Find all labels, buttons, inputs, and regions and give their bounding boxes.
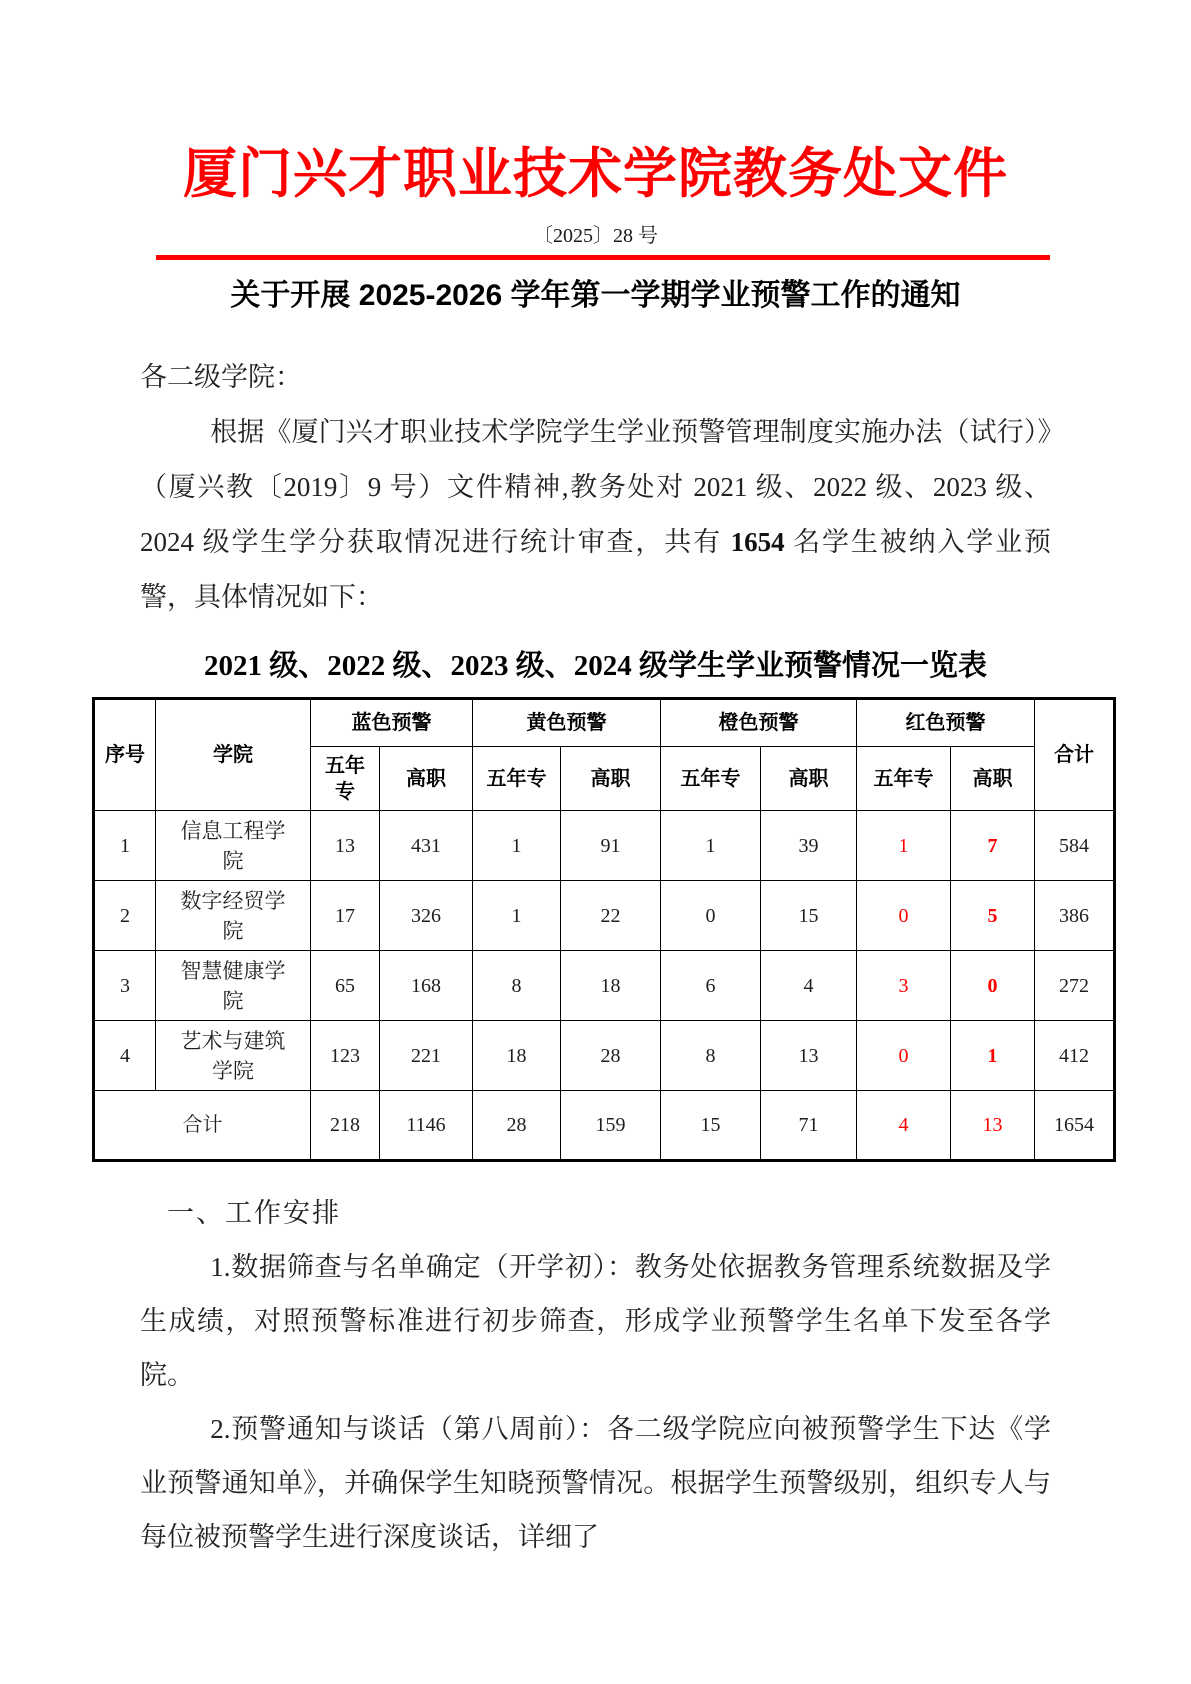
cell-blue-five-year: 123	[311, 1021, 380, 1091]
cell-orange-five-year: 6	[661, 951, 761, 1021]
table-title: 2021 级、2022 级、2023 级、2024 级学生学业预警情况一览表	[203, 650, 987, 682]
intro-paragraph	[140, 405, 1051, 625]
intro-text-before: 根据《厦门兴才职业技术学院学生学业预警管理制度实施办法（试行）》（厦兴教〔2019〕9 号）文件精神,教务处对 2021 级、2022 级、2023 级、2024 级学生学分获取情况进行统计审查，共有	[140, 417, 1051, 557]
cell-blue-five-year-total: 218	[311, 1091, 380, 1161]
table-row-digital-economy	[94, 881, 1115, 951]
cell-red-five-year: 0	[857, 1021, 951, 1091]
cell-row-total: 584	[1035, 811, 1115, 881]
cell-blue-gaozhi: 221	[380, 1021, 473, 1091]
cell-yellow-five-year-total: 28	[473, 1091, 561, 1161]
cell-orange-gaozhi: 4	[761, 951, 857, 1021]
cell-red-gaozhi: 0	[951, 951, 1035, 1021]
intro-text-after: 名学生被纳入学业预警，具体情况如下：	[140, 527, 1052, 612]
intro-block	[140, 350, 1051, 625]
document-number: 〔2025〕28 号	[533, 225, 658, 247]
cell-yellow-gaozhi: 28	[561, 1021, 661, 1091]
cell-blue-gaozhi: 168	[380, 951, 473, 1021]
cell-grand-total: 1654	[1035, 1091, 1115, 1161]
cell-blue-gaozhi-total: 1146	[380, 1091, 473, 1161]
cell-yellow-five-year: 8	[473, 951, 561, 1021]
table-row-smart-health	[94, 951, 1115, 1021]
col-header-total: 合计	[1035, 699, 1115, 811]
cell-yellow-gaozhi: 22	[561, 881, 661, 951]
cell-orange-five-year: 8	[661, 1021, 761, 1091]
subcol-yellow-gaozhi: 高职	[561, 747, 661, 811]
warning-summary-table	[92, 697, 1116, 1162]
col-header-index: 序号	[94, 699, 156, 811]
cell-red-gaozhi: 5	[951, 881, 1035, 951]
work-plan-section	[140, 1186, 1051, 1564]
cell-orange-gaozhi-total: 71	[761, 1091, 857, 1161]
cell-college-name: 智慧健康学院	[156, 951, 311, 1021]
subcol-blue-gaozhi: 高职	[380, 747, 473, 811]
cell-blue-gaozhi: 326	[380, 881, 473, 951]
work-plan-paragraph-2: 2.预警通知与谈话（第八周前）：各二级学院应向被预警学生下达《学业预警通知单》，并确保学生知晓预警情况。根据学生预警级别，组织专人与每位被预警学生进行深度谈话，详细了	[140, 1414, 1051, 1552]
cell-yellow-five-year: 1	[473, 811, 561, 881]
cell-college-name: 数字经贸学院	[156, 881, 311, 951]
col-group-yellow-warning: 黄色预警	[473, 699, 661, 747]
subcol-blue-five-year: 五年专	[311, 747, 380, 811]
cell-red-gaozhi: 1	[951, 1021, 1035, 1091]
cell-orange-five-year-total: 15	[661, 1091, 761, 1161]
cell-yellow-gaozhi: 18	[561, 951, 661, 1021]
cell-index: 3	[94, 951, 156, 1021]
col-group-red-warning: 红色预警	[857, 699, 1035, 747]
cell-college-name: 信息工程学院	[156, 811, 311, 881]
table-row-information-engineering	[94, 811, 1115, 881]
col-header-college: 学院	[156, 699, 311, 811]
cell-orange-five-year: 0	[661, 881, 761, 951]
cell-yellow-five-year: 1	[473, 881, 561, 951]
cell-row-total: 412	[1035, 1021, 1115, 1091]
cell-index: 2	[94, 881, 156, 951]
table-totals-row	[94, 1091, 1115, 1161]
cell-blue-five-year: 65	[311, 951, 380, 1021]
cell-blue-five-year: 13	[311, 811, 380, 881]
cell-yellow-gaozhi: 91	[561, 811, 661, 881]
cell-red-gaozhi-total: 13	[951, 1091, 1035, 1161]
subcol-red-five-year: 五年专	[857, 747, 951, 811]
cell-orange-gaozhi: 39	[761, 811, 857, 881]
cell-yellow-five-year: 18	[473, 1021, 561, 1091]
table-header-group-row	[94, 699, 1115, 747]
subcol-orange-five-year: 五年专	[661, 747, 761, 811]
cell-blue-gaozhi: 431	[380, 811, 473, 881]
letterhead-title: 厦门兴才职业技术学院教务处文件	[183, 144, 1008, 204]
salutation: 各二级学院：	[140, 362, 302, 392]
cell-totals-label: 合计	[94, 1091, 311, 1161]
cell-orange-gaozhi: 15	[761, 881, 857, 951]
cell-red-five-year: 0	[857, 881, 951, 951]
cell-red-five-year-total: 4	[857, 1091, 951, 1161]
notice-title: 关于开展 2025-2026 学年第一学期学业预警工作的通知	[230, 279, 961, 312]
warned-student-count: 1654	[730, 527, 785, 557]
cell-yellow-gaozhi-total: 159	[561, 1091, 661, 1161]
col-group-blue-warning: 蓝色预警	[311, 699, 473, 747]
red-separator-line	[156, 255, 1050, 260]
subcol-yellow-five-year: 五年专	[473, 747, 561, 811]
cell-red-gaozhi: 7	[951, 811, 1035, 881]
cell-index: 1	[94, 811, 156, 881]
cell-orange-five-year: 1	[661, 811, 761, 881]
cell-red-five-year: 1	[857, 811, 951, 881]
cell-red-five-year: 3	[857, 951, 951, 1021]
cell-college-name: 艺术与建筑学院	[156, 1021, 311, 1091]
cell-row-total: 386	[1035, 881, 1115, 951]
table-row-art-architecture	[94, 1021, 1115, 1091]
cell-orange-gaozhi: 13	[761, 1021, 857, 1091]
subcol-orange-gaozhi: 高职	[761, 747, 857, 811]
work-plan-paragraph-1: 1.数据筛查与名单确定（开学初）：教务处依据教务管理系统数据及学生成绩，对照预警标准进行初步筛查，形成学业预警学生名单下发至各学院。	[140, 1252, 1051, 1390]
cell-index: 4	[94, 1021, 156, 1091]
col-group-orange-warning: 橙色预警	[661, 699, 857, 747]
section-heading-work-plan: 一、工作安排	[167, 1198, 341, 1228]
cell-blue-five-year: 17	[311, 881, 380, 951]
cell-row-total: 272	[1035, 951, 1115, 1021]
subcol-red-gaozhi: 高职	[951, 747, 1035, 811]
